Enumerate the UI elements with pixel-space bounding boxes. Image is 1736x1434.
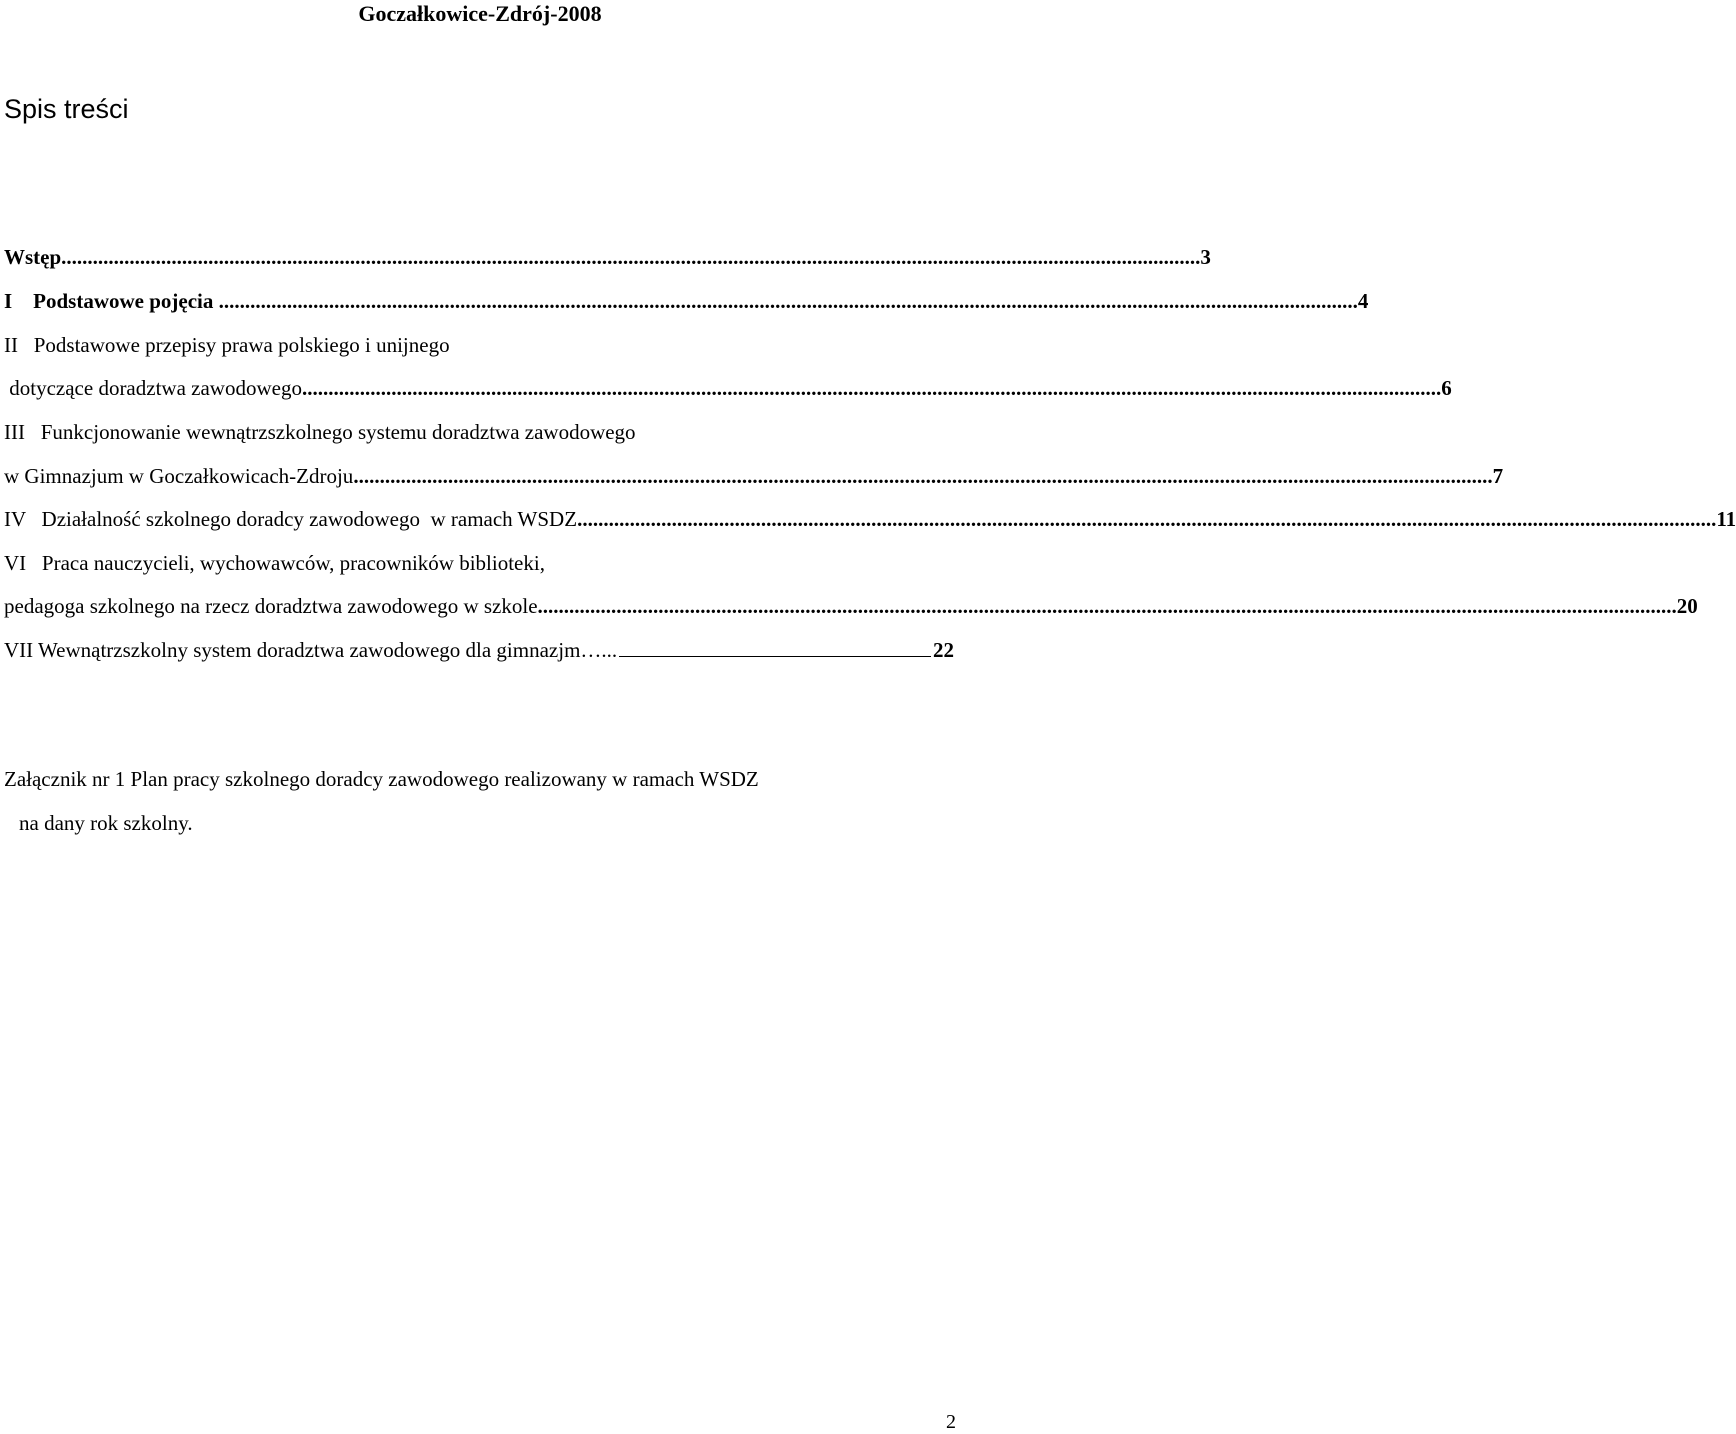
page-number: 2 xyxy=(946,1411,956,1433)
toc-entry-3-line2: w Gimnazjum w Goczałkowicach-Zdroju ......................................................................................................................................................................................................................... 7 xyxy=(4,464,1504,488)
document-header: Goczałkowice-Zdrój-2008 xyxy=(358,1,602,26)
toc-entry-1: I Podstawowe pojęcia ......................................................................................................................................................................................................................... 4 xyxy=(4,289,1369,313)
toc-entry-6-line1: VI Praca nauczycieli, wychowawców, pracowników biblioteki, xyxy=(4,551,545,575)
toc-entry-6-line2: pedagoga szkolnego na rzecz doradztwa zawodowego w szkole ......................................................................................................................................................................................................................... 20 xyxy=(4,594,1698,618)
appendix-line1: Załącznik nr 1 Plan pracy szkolnego doradcy zawodowego realizowany w ramach WSDZ xyxy=(4,767,759,791)
toc-entry-intro: Wstęp ......................................................................................................................................................................................................................... 3 xyxy=(4,245,1211,269)
toc-entry-7: VII Wewnątrzszkolny system doradztwa zawodowego dla gimnazjm …... 22 xyxy=(4,638,954,662)
toc-entry-4: IV Działalność szkolnego doradcy zawodowego w ramach WSDZ ......................................................................................................................................................................................................................... 11 xyxy=(4,507,1736,531)
toc-entry-2-line2: dotyczące doradztwa zawodowego ......................................................................................................................................................................................................................... 6 xyxy=(4,376,1452,400)
toc-title: Spis treści xyxy=(4,94,129,124)
toc-entry-2-line1: II Podstawowe przepisy prawa polskiego i unijnego xyxy=(4,333,450,357)
appendix-line2: na dany rok szkolny. xyxy=(19,811,193,835)
toc-entry-3-line1: III Funkcjonowanie wewnątrzszkolnego systemu doradztwa zawodowego xyxy=(4,420,636,444)
toc-entry-7-leader xyxy=(619,656,931,657)
